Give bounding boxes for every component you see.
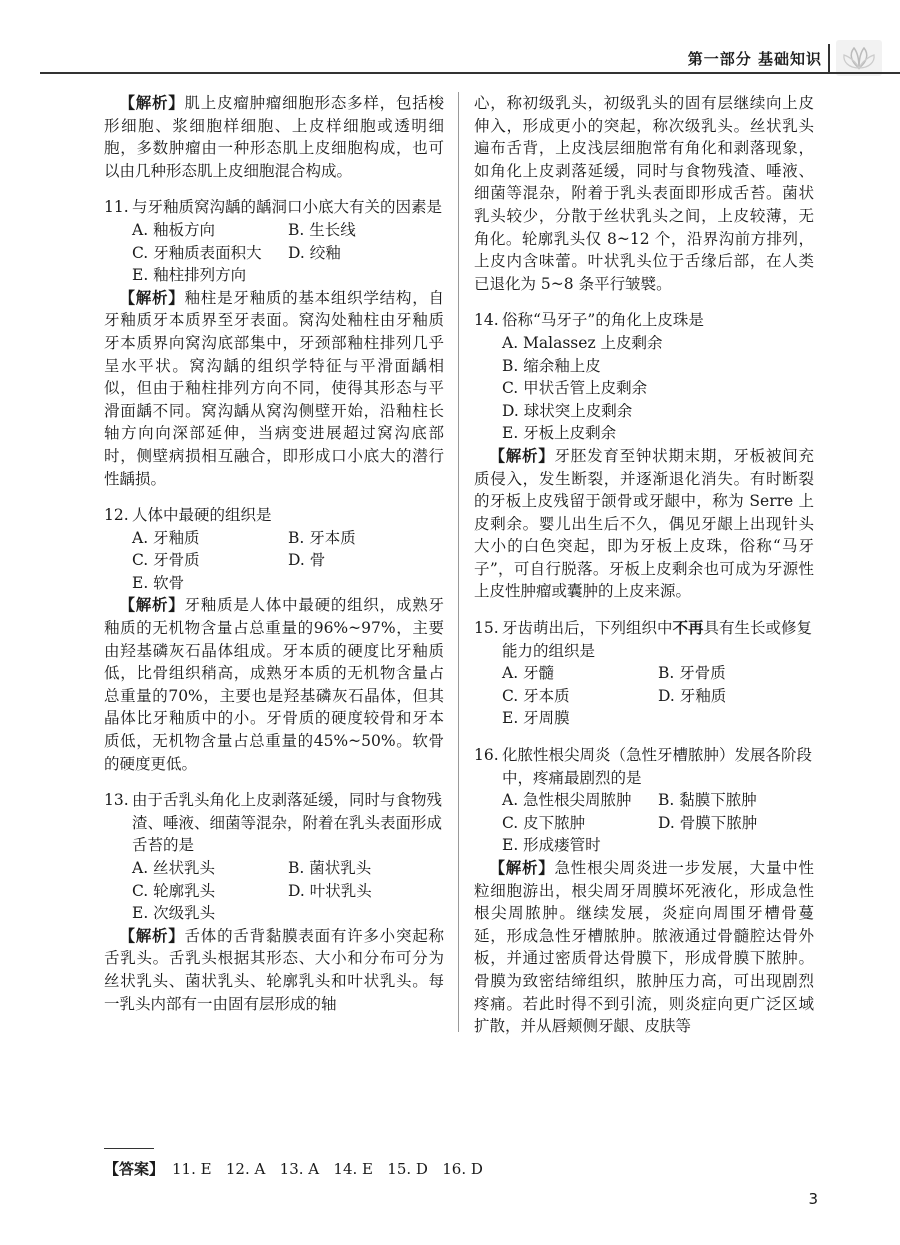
- option-a: A. 急性根尖周脓肿: [502, 791, 632, 810]
- option-a: A. 牙髓: [502, 664, 555, 683]
- option-d: D. 骨膜下脓肿: [658, 813, 758, 832]
- right-column: [474, 92, 814, 1038]
- option-a: A. Malassez 上皮剩余: [502, 333, 663, 352]
- question-stem: 化脓性根尖周炎（急性牙槽脓肿）发展各阶段中，疼痛最剧烈的是: [502, 746, 813, 787]
- question-stem: 俗称“马牙子”的角化上皮珠是: [502, 311, 704, 330]
- question-stem: 由于舌乳头角化上皮剥落延缓，同时与食物残渣、唾液、细菌等混杂，附着在乳头表面形成舌苔的是: [132, 791, 443, 855]
- explanation-12: 【解析】牙釉质是人体中最硬的组织，成熟牙釉质的无机物含量占总重量的96%~97%，主要由羟基磷灰石晶体组成。牙本质的硬度比牙釉质低，比骨组织稍高，成熟牙本质的无机物含量占总重量的70%，主要也是羟基磷灰石晶体，但其晶体比牙釉质中的小。牙骨质的硬度较骨和牙本质低，无机物含量占总重量的45%~50%。软骨的硬度更低。: [104, 596, 444, 773]
- section-header: 第一部分 基础知识: [687, 50, 822, 68]
- option-a: A. 釉板方向: [132, 220, 216, 239]
- option-e: E. 次级乳头: [132, 904, 216, 923]
- explanation-14: 【解析】牙胚发育至钟状期末期，牙板被间充质侵入，发生断裂，并逐渐退化消失。有时断裂的牙板上皮残留于颌骨或牙龈中，称为 Serre 上皮剩余。婴儿出生后不久，偶见牙龈上出现针头大小的白色突起，即为牙板上皮珠，俗称“马牙子”，可自行脱落。牙板上皮剩余也可成为牙源性上皮性肿瘤或囊肿的上皮来源。: [474, 446, 814, 601]
- column-divider: [458, 92, 459, 1032]
- answer-list: 11. E 12. A 13. A 14. E 15. D 16. D: [172, 1160, 483, 1178]
- option-d: D. 牙釉质: [658, 686, 727, 705]
- answer-key: [104, 1158, 483, 1179]
- option-b: B. 黏膜下脓肿: [658, 791, 757, 810]
- option-e: E. 软骨: [132, 573, 185, 592]
- option-b: B. 缩余釉上皮: [502, 356, 601, 375]
- header-rule: [40, 72, 900, 74]
- option-b: B. 牙骨质: [658, 664, 726, 683]
- question-14: 14. 俗称“马牙子”的角化上皮珠是 A. Malassez 上皮剩余 B. 缩余釉上皮 C. 甲状舌管上皮剩余 D. 球状突上皮剩余 E. 牙板上皮剩余 【解析】牙胚发育至钟状期末期，牙板被间充质侵入，发生断裂，并逐渐退化消失。有时断裂的牙板上皮残留于颌骨或牙龈中，称为 Serre 上皮剩余。婴儿出生后不久，偶见牙龈上出现针头大小的白色突起，即为牙板上皮珠，俗称“马牙子”，可自行脱落。牙板上皮剩余也可成为牙源性上皮性肿瘤或囊肿的上皮来源。: [474, 309, 814, 603]
- option-d: D. 叶状乳头: [288, 881, 372, 900]
- option-a: A. 丝状乳头: [132, 859, 216, 877]
- explanation-11: 【解析】釉柱是牙釉质的基本组织学结构，自牙釉质牙本质界至牙表面。窝沟处釉柱由牙釉质牙本质界向窝沟底部集中，牙颈部釉柱排列几乎呈水平状。窝沟龋的组织学特征与平滑面龋相似，但由于釉柱排列方向不同，使得其形态与平滑面龋不同。窝沟龋从窝沟侧壁开始，沿釉柱长轴方向向深部延伸，当病变进展超过窝沟底部时，侧壁病损相互融合，即形成口小底大的潜行性龋损。: [104, 288, 444, 488]
- explanation-13-continued: 心，称初级乳头，初级乳头的固有层继续向上皮伸入，形成更小的突起，称次级乳头。丝状乳头遍布舌背，上皮浅层细胞常有角化和剥落现象，如角化上皮剥落延缓，同时与食物残渣、唾液、细菌等混杂，附着于乳头表面即形成舌苔。菌状乳头较少，分散于丝状乳头之间，上皮较薄，无角化。轮廓乳头仅 8~12 个，沿界沟前方排列，上皮内含味蕾。叶状乳头位于舌缘后部，在人类已退化为 5~8 条平行皱襞。: [474, 94, 814, 293]
- option-e: E. 形成瘘管时: [502, 836, 601, 855]
- answer-rule: [104, 1148, 154, 1149]
- option-d: D. 绞釉: [288, 243, 341, 262]
- explanation-16: 【解析】急性根尖周炎进一步发展，大量中性粒细胞游出，根尖周牙周膜坏死液化，形成急性根尖周脓肿。继续发展，炎症向周围牙槽骨蔓延，形成急性牙槽脓肿。脓液通过骨髓腔达骨外板，并通过密质骨达骨膜下，形成骨膜下脓肿。骨膜为致密结缔组织，脓肿压力高，可出现剧烈疼痛。若此时得不到引流，则炎症向更广泛区域扩散，并从唇颊侧牙龈、皮肤等: [474, 859, 814, 1036]
- question-16: 16. 化脓性根尖周炎（急性牙槽脓肿）发展各阶段中，疼痛最剧烈的是 A. 急性根尖周脓肿 B. 黏膜下脓肿 C. 皮下脓肿 D. 骨膜下脓肿 E. 形成瘘管时 【解析】急性根尖周炎进一步发展，大量中性粒细胞游出，根尖周牙周膜坏死液化，形成急性根尖周脓肿。继续发展，炎症向周围牙槽骨蔓延，形成急性牙槽脓肿。脓液通过骨髓腔达骨外板，并通过密质骨达骨膜下，形成骨膜下脓肿。骨膜为致密结缔组织，脓肿压力高，可出现剧烈疼痛。若此时得不到引流，则炎症向更广泛区域扩散，并从唇颊侧牙龈、皮肤等: [474, 744, 814, 1038]
- question-11: 11. 与牙釉质窝沟龋的龋洞口小底大有关的因素是 A. 釉板方向 B. 生长线 C. 牙釉质表面积大 D. 绞釉 E. 釉柱排列方向 【解析】釉柱是牙釉质的基本组织学结构，自牙釉质牙本质界至牙表面。窝沟处釉柱由牙釉质牙本质界向窝沟底部集中，牙颈部釉柱排列几乎呈水平状。窝沟龋的组织学特征与平滑面龋相似，但由于釉柱排列方向不同，使得其形态与平滑面龋不同。窝沟龋从窝沟侧壁开始，沿釉柱长轴方向向深部延伸，当病变进展超过窝沟底部时，侧壁病损相互融合，即形成口小底大的潜行性龋损。: [104, 196, 444, 490]
- option-c: C. 甲状舌管上皮剩余: [502, 379, 648, 398]
- option-b: B. 生长线: [288, 220, 356, 239]
- option-a: A. 牙釉质: [132, 528, 200, 547]
- option-c: C. 牙本质: [502, 686, 570, 705]
- page-number: 3: [808, 1190, 818, 1208]
- option-e: E. 牙周膜: [502, 709, 570, 728]
- option-c: C. 牙骨质: [132, 551, 200, 570]
- header-divider: [828, 44, 830, 74]
- option-d: D. 骨: [288, 551, 326, 570]
- question-stem: 牙齿萌出后，下列组织中不再具有生长或修复能力的组织是: [502, 619, 813, 660]
- question-stem: 人体中最硬的组织是: [132, 506, 272, 525]
- question-stem: 与牙釉质窝沟龋的龋洞口小底大有关的因素是: [132, 198, 443, 217]
- emphasis-text: 不再: [672, 619, 704, 638]
- option-c: C. 皮下脓肿: [502, 813, 586, 832]
- explanation-10: 【解析】肌上皮瘤肿瘤细胞形态多样，包括梭形细胞、浆细胞样细胞、上皮样细胞或透明细胞，多数肿瘤由一种形态肌上皮细胞构成，也可以由几种形态肌上皮细胞混合构成。: [104, 94, 444, 180]
- answer-label: 【答案】: [104, 1160, 165, 1178]
- option-d: D. 球状突上皮剩余: [502, 401, 633, 420]
- option-e: E. 釉柱排列方向: [132, 266, 247, 285]
- question-15: 15. 牙齿萌出后，下列组织中不再具有生长或修复能力的组织是 A. 牙髓 B. 牙骨质 C. 牙本质 D. 牙釉质 E. 牙周膜: [474, 617, 814, 730]
- option-b: B. 菌状乳头: [288, 859, 372, 877]
- explanation-13: 【解析】舌体的舌背黏膜表面有许多小突起称舌乳头。舌乳头根据其形态、大小和分布可分为丝状乳头、菌状乳头、轮廓乳头和叶状乳头。每一乳头内部有一由固有层形成的轴: [104, 926, 444, 1013]
- question-13: 13. 由于舌乳头角化上皮剥落延缓，同时与食物残渣、唾液、细菌等混杂，附着在乳头表面形成舌苔的是 A. 丝状乳头 B. 菌状乳头 C. 轮廓乳头 D. 叶状乳头 E. 次级乳头 【解析】舌体的舌背黏膜表面有许多小突起称舌乳头。舌乳头根据其形态、大小和分布可分为丝状乳头、菌状乳头、轮廓乳头和叶状乳头。每一乳头内部有一由固有层形成的轴: [104, 789, 444, 1015]
- option-c: C. 轮廓乳头: [132, 881, 216, 900]
- option-b: B. 牙本质: [288, 528, 356, 547]
- left-column: [104, 92, 444, 1015]
- question-12: 12. 人体中最硬的组织是 A. 牙釉质 B. 牙本质 C. 牙骨质 D. 骨 E. 软骨 【解析】牙釉质是人体中最硬的组织，成熟牙釉质的无机物含量占总重量的96%~97%，主要由羟基磷灰石晶体组成。牙本质的硬度比牙釉质低，比骨组织稍高，成熟牙本质的无机物含量占总重量的70%，主要也是羟基磷灰石晶体，但其晶体比牙釉质中的小。牙骨质的硬度较骨和牙本质低，无机物含量占总重量的45%~50%。软骨的硬度更低。: [104, 504, 444, 775]
- option-e: E. 牙板上皮剩余: [502, 424, 617, 443]
- option-c: C. 牙釉质表面积大: [132, 243, 262, 262]
